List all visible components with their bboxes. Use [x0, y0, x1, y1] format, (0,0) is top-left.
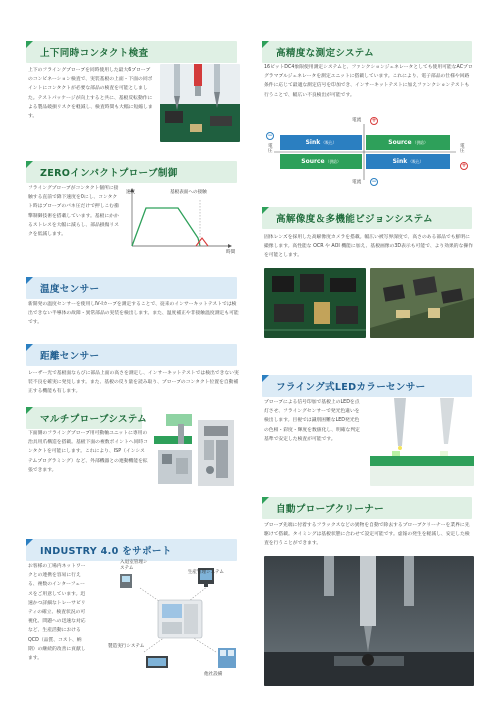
quadrant-main: Source: [301, 158, 325, 165]
quadrant-main: Source: [388, 139, 412, 146]
quadrant-top-right: [366, 135, 450, 150]
multi-probe-illustration-image: [148, 410, 240, 496]
section-title-text: 温度センサー: [40, 284, 100, 295]
section-text-simultaneous-contact: 上下のフライングプローブを同時使用した最大6プローブのコンビネーション検査で、実装基板の上面・下面の同ポイントにコンタクトが必要な部品の検査を可能としました。テストパッケージが向上すると共に、基板反転動作による製品破損リスクを軽減し、検査時間も大幅に短縮します。: [28, 68, 153, 120]
probe-cleaner-photo-image: [264, 556, 474, 686]
section-title-text: ZEROインパクトプローブ制御: [40, 168, 178, 179]
section-text-temperature-sensor: 新開発の温度センサーを使用しⅣ-Iカーブを測定することで、従来のインサーキットテストでは検出できない半導体の故障・異常部品の実装を検出します。また、温度補正や非接触温度測定も可能です。: [28, 302, 239, 326]
graph-note-label: 基板表面への接触: [170, 190, 207, 195]
section-title-text: 高精度な測定システム: [276, 48, 374, 59]
voltage-plus-sign: +: [461, 162, 467, 169]
vision-photo-1-image: [264, 268, 366, 338]
network-label-other-equipment: 他社設備: [204, 672, 223, 677]
quadrant-sub: （供給）: [325, 158, 341, 164]
section-text-zero-impact: フライングプローブがコンタクト個所に接触する直前で降下速度を0にし、コンタクト時はプローブのバネ圧だけで押しこむ衝撃制御技術を搭載しています。基板にかかるストレスを大幅に減らし、部品損傷リスクを低減します。: [28, 186, 119, 238]
section-title-vision-system: [262, 207, 472, 229]
quadrant-bottom-right: [366, 154, 450, 169]
probe-photo-image: [160, 64, 240, 142]
quadrant-sub: （吸込）: [321, 139, 337, 145]
axis-voltage-right: 電圧: [460, 144, 465, 154]
velocity-graph: [126, 186, 242, 258]
section-text-precision-measurement: 16ビットDC4象限使用測定システムと、ファンクションジェネレータとしても使用可能なACプログラマブルジェネレータを測定ユニットに搭載しています。これにより、電子部品の仕様や回路条件に応じて最適な測定信号を印加でき、インサーキットテストに加えファンクションテストも行うことで、幅広い不良検出が可能です。: [264, 65, 473, 98]
axis-current-bottom: 電流: [352, 180, 362, 185]
section-title-text: 高解像度＆多機能ビジョンシステム: [276, 214, 433, 225]
axis-voltage-left: 電圧: [268, 144, 273, 154]
network-diagram: [100, 560, 244, 680]
quadrant-sub: （供給）: [412, 139, 428, 145]
vision-photo-2-image: [370, 268, 474, 338]
section-title-zero-impact: [26, 161, 237, 183]
section-title-probe-cleaner: [262, 497, 472, 519]
section-text-probe-cleaner: プローブ先端に付着するフラックスなどの異物を自動で除去するプローブクリーナーを業界に先駆けて搭載。タイミングは基板状態に合わせて設定可能です。虚報の発生を軽減し、安定した検査を行うことができます。: [264, 523, 470, 547]
current-minus-sign: −: [371, 178, 377, 185]
quadrant-main: Sink: [392, 158, 408, 165]
led-sensor-illustration-image: [370, 398, 474, 486]
section-title-text: INDUSTRY 4.0 をサポート: [40, 546, 172, 557]
section-text-industry40: お客様の工場内ネットワークとの連携を容易に行える、複数のインターフェースをご用意しています。迅速かつ詳細なトレーサビリティの確立、検査状況の可視化、問題への迅速な対応など、生産活動におけるQCD（品質、コスト、納期）の継続的改善に貢献します。: [28, 564, 86, 662]
section-text-multi-probe: 下面側のフライングプローブ用可動軸ユニットに専用の治具用爪構造を搭載。基板下面の複数ポイントへ同時コンタクトを可能にします。これにより、ISP（インシステムプログラミング）など、外部機器との連動機能を拡張できます。: [28, 431, 148, 473]
section-title-temperature-sensor: [26, 277, 237, 299]
graph-y-label: 速度: [126, 190, 136, 195]
graph-x-label: 時間: [226, 250, 236, 255]
section-title-precision-measurement: [262, 41, 472, 63]
voltage-minus-sign: −: [267, 132, 273, 139]
section-text-led-sensor: プローブによる信号印加で基板上のLEDを点灯させ、フライングセンサーで発光色違いを検出します。目視では識別困難なLED発光色の色相・彩度・輝度を数値化し、明確な判定基準で安定した検査が可能です。: [264, 400, 360, 442]
quadrant-top-left: [280, 135, 362, 150]
section-title-text: 距離センサー: [40, 351, 100, 362]
network-label-access-control: 入退室管理システム: [120, 560, 148, 571]
quadrant-diagram: [266, 118, 472, 186]
section-title-text: 自動プローブクリーナー: [276, 504, 385, 515]
network-label-production-mgmt: 生産管理システム: [187, 570, 224, 575]
section-title-text: フライング式LEDカラーセンサー: [276, 382, 426, 393]
section-title-distance-sensor: [26, 344, 237, 366]
quadrant-sub: （吸込）: [408, 158, 424, 164]
section-title-text: マルチプローブシステム: [40, 414, 148, 425]
network-label-mes: 製造実行システム: [108, 644, 145, 649]
section-text-distance-sensor: レーザー光で基板面ならびに部品上面の高さを測定し、インサーキットテストでは検出できない実装不良を確実に発見します。また、基板の反り量を読み取り、プローブのコンタクト位置を自動補正する機能も有します。: [28, 371, 239, 395]
section-title-simultaneous-contact: [26, 41, 237, 63]
section-title-led-sensor: [262, 375, 472, 397]
current-plus-sign: +: [371, 117, 377, 124]
section-title-text: 上下同時コンタクト検査: [40, 48, 149, 59]
quadrant-main: Sink: [305, 139, 321, 146]
section-text-vision-system: 固体レンズを採用した高解像度カメラを搭載。幅広い被写界深度で、高さのある部品でも鮮明に撮像します。高性能な OCR や AOI 機能に加え、基板画像の3D表示も可能で、より効果的な操作を可能とします。: [264, 235, 473, 259]
axis-current-top: 電流: [352, 118, 362, 123]
section-title-industry40: [26, 539, 237, 561]
quadrant-bottom-left: [280, 154, 362, 169]
section-title-multi-probe: [26, 407, 148, 429]
